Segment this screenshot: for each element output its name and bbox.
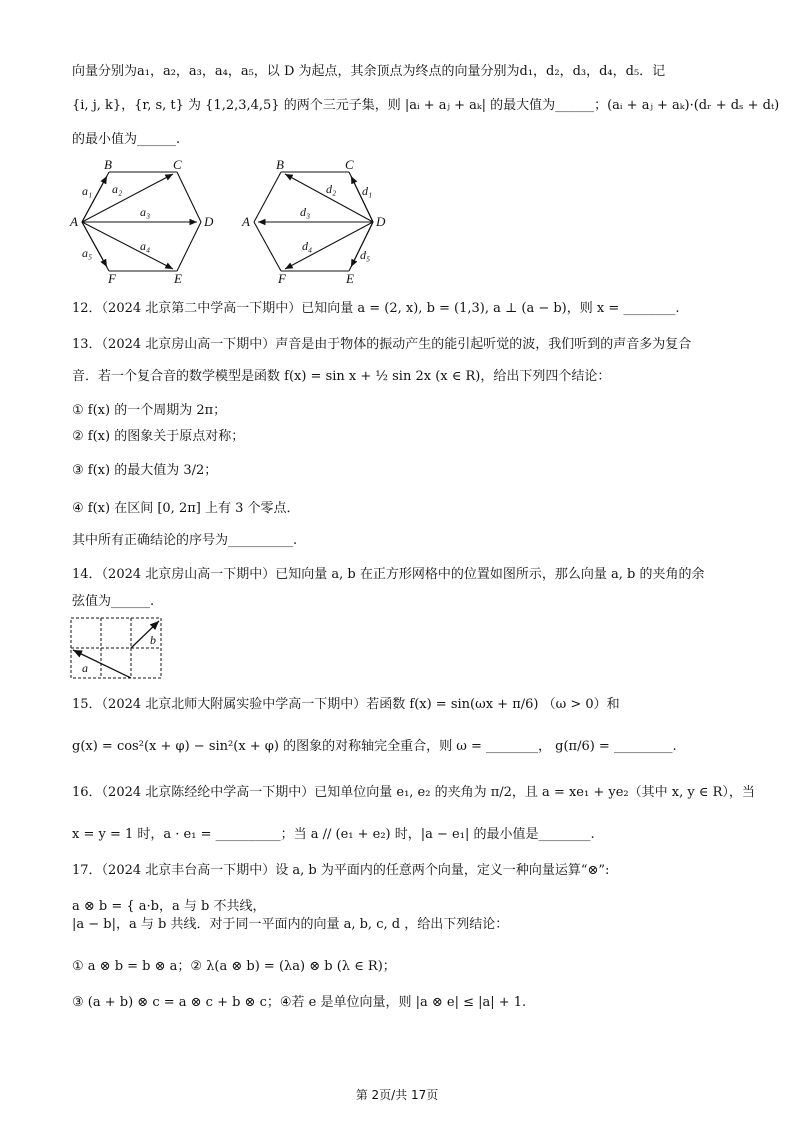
- vector-label: a: [82, 661, 88, 675]
- vertex-label: B: [276, 157, 284, 172]
- vertex-label: F: [278, 271, 286, 285]
- question-13-prompt: 其中所有正确结论的序号为__________.: [72, 533, 298, 548]
- vertex-label: E: [346, 271, 354, 285]
- square-grid-figure: [68, 614, 168, 682]
- vertex-label: A: [242, 214, 250, 229]
- question-17-conclusions-2: ③ (a + b) ⊗ c = a ⊗ c + b ⊗ c；④若 e 是单位向量，则 |a ⊗ e| ≤ |a| + 1.: [72, 995, 527, 1010]
- question-17-line-1: 17．（2024 北京丰台高一下期中）设 a, b 为平面内的任意两个向量，定义一种向量运算“⊗”:: [72, 863, 610, 878]
- vertex-label: A: [70, 214, 78, 229]
- question-15-line-2: g(x) = cos²(x + φ) − sin²(x + φ) 的图象的对称轴完全重合，则 ω = ________， g(π/6) = _________.: [72, 739, 677, 754]
- vertex-label: F: [108, 271, 116, 285]
- question-13-option-4: ④ f(x) 在区间 [0, 2π] 上有 3 个零点．: [72, 501, 300, 516]
- vertex-label: D: [204, 214, 214, 229]
- vector-label: a₅: [82, 246, 93, 260]
- question-16-line-2: x = y = 1 时，a · e₁ = __________；当 a // (e₁ + e₂) 时，|a − e₁| 的最小值是________.: [72, 827, 595, 842]
- vertex-label: E: [174, 271, 182, 285]
- question-17-definition-1: a ⊗ b = { a·b，a 与 b 不共线，: [72, 899, 266, 914]
- vertex-label: B: [104, 157, 112, 172]
- vector-label: a₃: [140, 205, 151, 219]
- question-12: 12．（2024 北京第二中学高一下期中）已知向量 a = (2, x), b = (1,3), a ⊥ (a − b)，则 x = ________.: [72, 301, 680, 316]
- vector-label: a₂: [112, 182, 123, 196]
- question-17-conclusions-1: ① a ⊗ b = b ⊗ a；② λ(a ⊗ b) = (λa) ⊗ b (λ ∈ R)；: [72, 959, 396, 974]
- question-13-line-2: 音．若一个复合音的数学模型是函数 f(x) = sin x + ½ sin 2x (x ∈ R)，给出下列四个结论：: [72, 369, 611, 384]
- question-14-line-1: 14．（2024 北京房山高一下期中）已知向量 a, b 在正方形网格中的位置如图所示，那么向量 a, b 的夹角的余: [72, 567, 705, 582]
- continued-question-line-1: 向量分别为a₁，a₂，a₃，a₄，a₅，以 D 为起点，其余顶点为终点的向量分别为d₁，d₂，d₃，d₄，d₅．记: [72, 64, 666, 79]
- vertex-label: C: [173, 157, 182, 172]
- question-14-line-2: 弦值为______.: [72, 594, 155, 609]
- hexagon-figure-a: [68, 155, 218, 285]
- page-footer: 第 2页/共 17页: [355, 1088, 439, 1102]
- vector-d1: [351, 176, 373, 222]
- question-16-line-1: 16．（2024 北京陈经纶中学高一下期中）已知单位向量 e₁, e₂ 的夹角为 π/2，且 a = xe₁ + ye₂（其中 x, y ∈ R），当: [72, 785, 755, 800]
- question-13-line-1: 13．（2024 北京房山高一下期中）声音是由于物体的振动产生的能引起听觉的波，我们听到的声音多为复合: [72, 337, 692, 352]
- question-17-definition-2: |a − b|，a 与 b 共线．对于同一平面内的向量 a, b, c, d ，给出下列结论：: [72, 917, 509, 932]
- vector-label: d₂: [326, 182, 337, 196]
- question-13-option-2: ② f(x) 的图象关于原点对称；: [72, 429, 245, 444]
- vector-label: d₃: [300, 205, 311, 219]
- vertex-label: D: [376, 214, 386, 229]
- vector-label: d₄: [302, 239, 313, 253]
- continued-question-line-3: 的最小值为______.: [72, 132, 181, 147]
- hexagon-figure-d: [240, 155, 390, 285]
- vertex-label: C: [345, 157, 354, 172]
- vector-label: d₁: [362, 184, 373, 198]
- question-13-option-1: ① f(x) 的一个周期为 2π；: [72, 403, 227, 418]
- question-15-line-1: 15．（2024 北京北师大附属实验中学高一下期中）若函数 f(x) = sin(ωx + π/6) （ω > 0）和: [72, 697, 620, 712]
- question-13-option-3: ③ f(x) 的最大值为 3/2；: [72, 463, 218, 478]
- vector-label: d₅: [360, 248, 371, 262]
- continued-question-line-2: {i, j, k}，{r, s, t} 为 {1,2,3,4,5} 的两个三元子集，则 |aᵢ + aⱼ + aₖ| 的最大值为______；(aᵢ + aⱼ + aₖ)·(dᵣ + dₛ + dₜ): [72, 98, 780, 113]
- vector-label: a₁: [82, 184, 93, 198]
- vector-label: a₄: [140, 239, 151, 253]
- vector-label: b: [150, 633, 156, 647]
